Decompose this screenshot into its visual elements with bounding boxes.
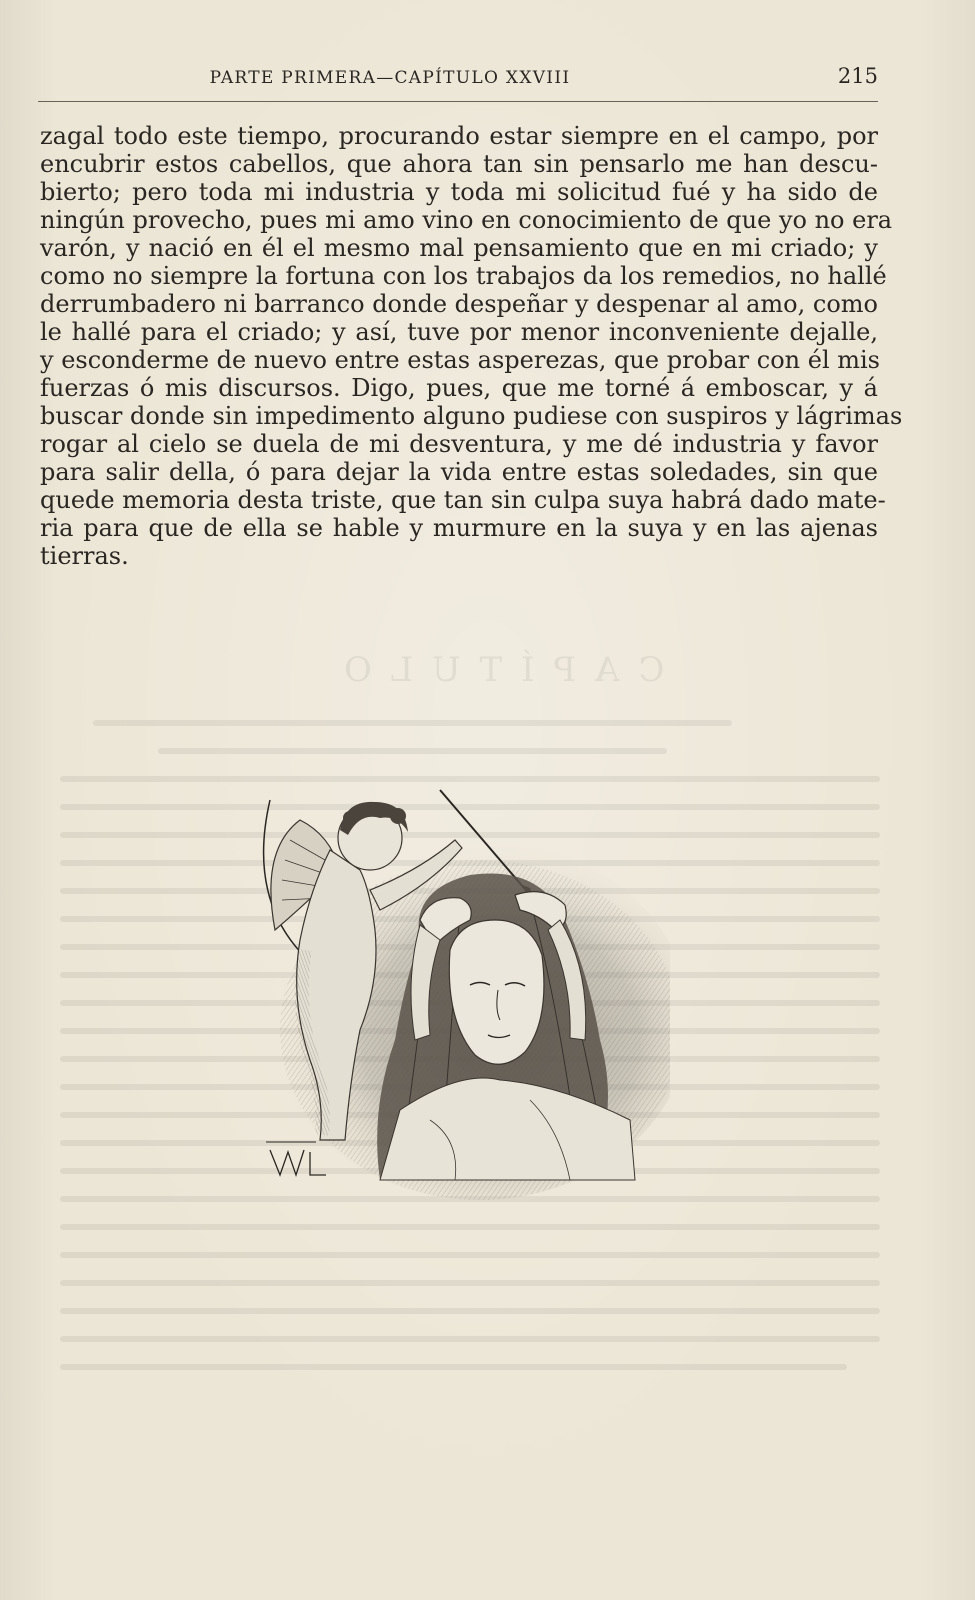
text-line: ria para que de ella se hable y murmure en la suya y en las ajenas: [40, 514, 878, 542]
text-line: bierto; pero toda mi industria y toda mi solicitud fué y ha sido de: [40, 178, 878, 206]
illustration-woman-cupid: [230, 780, 670, 1200]
body-text: [40, 122, 903, 570]
cupid-curl: [390, 808, 406, 824]
text-line: rogar al cielo se duela de mi desventura, y me dé industria y favor: [40, 430, 878, 458]
text-line: como no siempre la fortuna con los trabajos da los remedios, no hallé: [40, 262, 887, 290]
text-line: fuerzas ó mis discursos. Digo, pues, que me torné á emboscar, y á: [40, 374, 878, 402]
cupid-curl: [343, 811, 357, 825]
text-line: le hallé para el criado; y así, tuve por menor inconveniente dejalle,: [40, 318, 878, 346]
page-number: 215: [837, 64, 878, 88]
text-line: quede memoria desta triste, que tan sin culpa suya habrá dado mate-: [40, 486, 886, 514]
text-line: buscar donde sin impedimento alguno pudiese con suspiros y lágrimas: [40, 402, 903, 430]
artist-monogram: [270, 1150, 326, 1175]
running-head: [40, 64, 878, 94]
text-line: para salir della, ó para dejar la vida entre estas soledades, sin que: [40, 458, 878, 486]
text-line: tierras.: [40, 542, 129, 570]
text-line: y esconderme de nuevo entre estas asperezas, que probar con él mis: [40, 346, 880, 374]
header-rule: [38, 101, 878, 102]
text-line: encubrir estos cabellos, que ahora tan sin pensarlo me han descu-: [40, 150, 878, 178]
text-line: ningún provecho, pues mi amo vino en conocimiento de que yo no era: [40, 206, 893, 234]
text-line: zagal todo este tiempo, procurando estar siempre en el campo, por: [40, 122, 878, 150]
running-title: PARTE PRIMERA—CAPÍTULO XXVIII: [209, 68, 571, 88]
text-line: derrumbadero ni barranco donde despeñar y despenar al amo, como: [40, 290, 878, 318]
text-line: varón, y nació en él el mesmo mal pensamiento que en mi criado; y: [40, 234, 878, 262]
bleed-heading: C A P Í T U L O: [340, 650, 665, 690]
